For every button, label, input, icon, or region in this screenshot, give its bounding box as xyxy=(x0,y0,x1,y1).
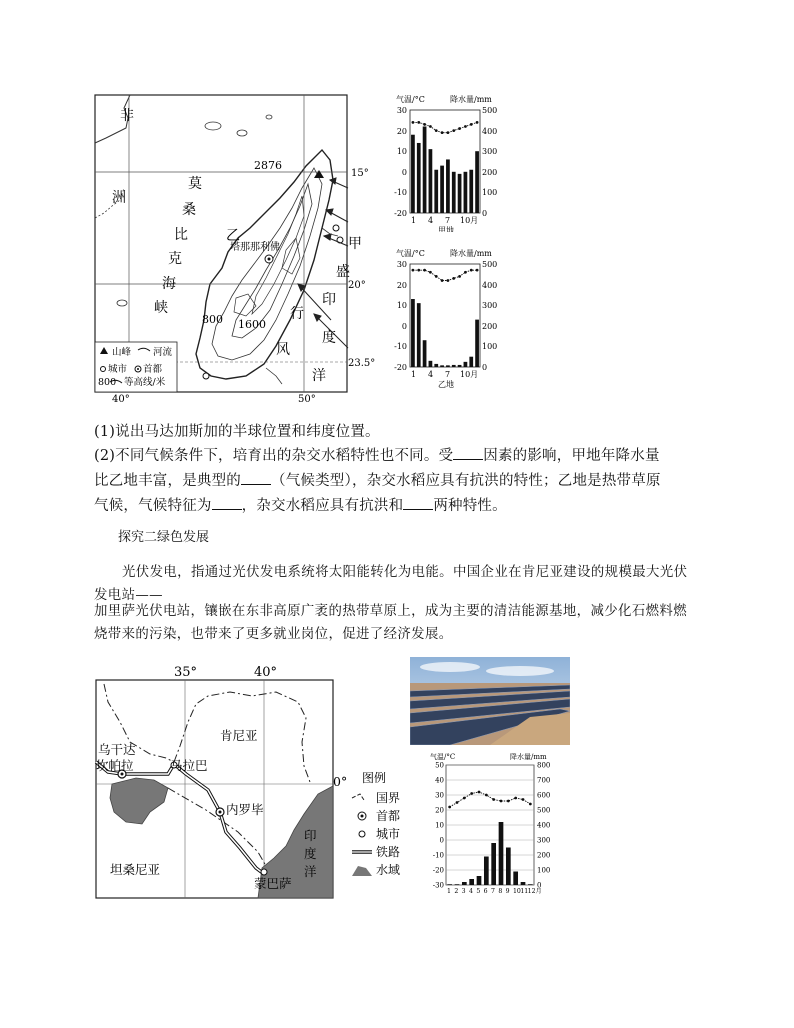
precip-bar xyxy=(417,143,421,213)
climate-chart-jia xyxy=(392,92,502,232)
x-tick: 5 xyxy=(476,888,481,895)
svg-text:印: 印 xyxy=(322,292,336,308)
precip-tick: 400 xyxy=(537,821,551,830)
svg-text:桑: 桑 xyxy=(182,202,196,218)
svg-text:40°: 40° xyxy=(112,394,130,405)
svg-text:行: 行 xyxy=(290,306,304,322)
svg-text:马拉巴: 马拉巴 xyxy=(170,758,208,773)
precip-tick: 500 xyxy=(537,806,551,815)
svg-text:200: 200 xyxy=(482,322,498,331)
svg-text:0: 0 xyxy=(482,209,488,218)
temp-line xyxy=(413,122,477,132)
svg-text:峡: 峡 xyxy=(154,300,168,316)
svg-text:河流: 河流 xyxy=(153,347,173,358)
svg-text:洋: 洋 xyxy=(304,864,317,879)
precip-bar xyxy=(477,876,482,885)
svg-text:200: 200 xyxy=(482,168,498,177)
precip-bar xyxy=(446,159,450,213)
temp-tick: -10 xyxy=(432,851,444,860)
svg-text:400: 400 xyxy=(482,127,498,136)
precip-bar xyxy=(434,170,438,213)
svg-text:10月: 10月 xyxy=(460,216,479,225)
svg-text:气温/°C: 气温/°C xyxy=(396,95,425,104)
precip-bar xyxy=(429,149,433,213)
svg-text:-20: -20 xyxy=(394,363,407,372)
solar-farm-photo xyxy=(410,657,570,745)
svg-text:15°: 15° xyxy=(351,168,369,179)
svg-text:降水量/mm: 降水量/mm xyxy=(510,753,547,761)
svg-text:800: 800 xyxy=(202,313,223,326)
svg-text:度: 度 xyxy=(322,330,336,346)
legend-peak: 山峰 xyxy=(112,347,132,358)
temp-tick: 0 xyxy=(439,836,444,845)
question-1: (1)说出马达加斯加的半球位置和纬度位置。 xyxy=(94,424,380,440)
precip-tick: 300 xyxy=(537,836,551,845)
svg-text:0°: 0° xyxy=(333,774,348,789)
precip-bar xyxy=(423,340,427,367)
svg-text:0: 0 xyxy=(401,168,407,177)
svg-text:塔那那利佛: 塔那那利佛 xyxy=(230,242,280,253)
svg-text:20: 20 xyxy=(396,127,407,136)
svg-text:城市: 城市 xyxy=(108,364,128,375)
precip-bar xyxy=(491,843,496,885)
x-tick: 7 xyxy=(491,888,495,895)
svg-text:度: 度 xyxy=(304,846,317,861)
svg-text:100: 100 xyxy=(482,342,498,351)
svg-text:降水量/mm: 降水量/mm xyxy=(450,249,492,258)
svg-text:300: 300 xyxy=(482,301,498,310)
x-tick: 3 xyxy=(461,888,466,895)
precip-bar xyxy=(440,166,444,213)
svg-text:风: 风 xyxy=(276,342,290,358)
svg-text:非: 非 xyxy=(120,108,134,124)
precip-tick: 600 xyxy=(537,791,551,800)
x-tick: 1 xyxy=(447,888,451,895)
precip-bar xyxy=(423,126,427,213)
svg-text:克: 克 xyxy=(168,251,182,267)
svg-text:国界: 国界 xyxy=(376,791,401,805)
question-2: (2)不同气候条件下，培育出的杂交水稻特性也不同。受 因素的影响，甲地年降水量 比乙地丰富，是典型的 （气候类型），杂交水稻应具有抗洪的特性；乙地是热带草原 气候，气候特征为 ，杂交水稻应具有抗洪和 两种特性。 xyxy=(94,444,714,519)
svg-text:盛: 盛 xyxy=(336,264,350,280)
x-tick: 12月 xyxy=(527,888,542,895)
madagascar-map xyxy=(86,88,386,408)
svg-text:7: 7 xyxy=(445,216,451,225)
answer-blank[interactable] xyxy=(241,470,271,485)
x-tick: 9 xyxy=(505,888,510,895)
svg-text:1: 1 xyxy=(411,216,417,225)
temp-tick: -30 xyxy=(432,881,444,890)
svg-text:蒙巴萨: 蒙巴萨 xyxy=(254,876,292,891)
svg-text:海: 海 xyxy=(162,276,176,292)
svg-text:内罗毕: 内罗毕 xyxy=(226,802,264,817)
svg-text:35°: 35° xyxy=(174,665,198,680)
svg-text:7: 7 xyxy=(445,370,451,379)
svg-text:水域: 水域 xyxy=(376,863,401,877)
kenya-map xyxy=(90,662,420,902)
precip-bar xyxy=(475,320,479,367)
svg-text:坦桑尼亚: 坦桑尼亚 xyxy=(110,862,161,877)
svg-text:30: 30 xyxy=(396,260,407,269)
svg-text:莫: 莫 xyxy=(188,176,202,192)
svg-text:洋: 洋 xyxy=(312,368,326,384)
svg-text:30: 30 xyxy=(396,106,407,115)
svg-text:洲: 洲 xyxy=(112,190,126,206)
temp-tick: 40 xyxy=(435,776,444,785)
svg-text:800: 800 xyxy=(98,377,117,388)
x-tick: 6 xyxy=(483,888,488,895)
svg-text:300: 300 xyxy=(482,147,498,156)
precip-bar xyxy=(469,170,473,213)
precip-bar xyxy=(417,303,421,367)
temp-point xyxy=(529,803,532,806)
precip-bar xyxy=(499,822,504,885)
precip-bar xyxy=(469,357,473,367)
svg-text:-10: -10 xyxy=(394,342,407,351)
svg-text:500: 500 xyxy=(482,106,498,115)
precip-bar xyxy=(452,365,456,367)
svg-text:10月: 10月 xyxy=(460,370,479,379)
svg-text:气温/°C: 气温/°C xyxy=(396,249,425,258)
svg-text:甲: 甲 xyxy=(348,236,362,252)
precip-bar xyxy=(440,365,444,367)
temp-tick: 50 xyxy=(435,761,444,770)
temp-tick: 30 xyxy=(435,791,444,800)
svg-text:1600: 1600 xyxy=(238,318,266,331)
svg-text:乙: 乙 xyxy=(226,228,240,244)
precip-bar xyxy=(458,174,462,213)
precip-tick: 800 xyxy=(537,761,551,770)
precip-bar xyxy=(429,361,433,367)
section-paragraph-1: 光伏发电，指通过光伏发电系统将太阳能转化为电能。中国企业在肯尼亚建设的规模最大光伏发电站—— xyxy=(94,565,688,603)
precip-bar xyxy=(458,365,462,367)
precip-bar xyxy=(506,848,511,886)
precip-bar xyxy=(513,872,518,886)
precip-bar xyxy=(446,365,450,367)
precip-bar xyxy=(411,299,415,367)
section-title: 探究二绿色发展 xyxy=(118,530,210,545)
svg-text:4: 4 xyxy=(428,216,434,225)
precip-tick: 200 xyxy=(537,851,551,860)
precip-bar xyxy=(455,884,460,885)
x-tick: 8 xyxy=(498,888,503,895)
answer-blank[interactable] xyxy=(453,445,483,460)
svg-text:4: 4 xyxy=(428,370,434,379)
svg-text:首都: 首都 xyxy=(143,364,163,375)
svg-text:0: 0 xyxy=(401,322,407,331)
svg-text:500: 500 xyxy=(482,260,498,269)
section-paragraph-2: 加里萨光伏电站，镶嵌在东非高原广袤的热带草原上，成为主要的清洁能源基地，减少化石燃料燃烧带来的污染，也带来了更多就业岗位，促进了经济发展。 xyxy=(94,604,687,642)
precip-bar xyxy=(452,172,456,213)
svg-text:铁路: 铁路 xyxy=(376,845,401,859)
svg-text:1: 1 xyxy=(411,370,417,379)
svg-text:50°: 50° xyxy=(298,394,316,405)
svg-text:-20: -20 xyxy=(394,209,407,218)
svg-text:2876: 2876 xyxy=(254,159,282,172)
precip-bar xyxy=(464,362,468,367)
x-tick: 4 xyxy=(469,888,473,895)
x-tick: 10 xyxy=(513,888,521,895)
precip-bar xyxy=(411,135,415,213)
svg-text:印: 印 xyxy=(304,828,317,843)
temp-line xyxy=(413,270,477,280)
svg-text:乙地: 乙地 xyxy=(438,380,454,389)
precip-bar xyxy=(475,151,479,213)
x-tick: 2 xyxy=(454,888,459,895)
svg-text:气温/°C: 气温/°C xyxy=(430,753,456,761)
temp-line xyxy=(450,792,531,807)
svg-text:肯尼亚: 肯尼亚 xyxy=(220,728,258,743)
svg-text:乌干达: 乌干达 xyxy=(98,742,136,757)
precip-bar xyxy=(462,882,467,885)
precip-bar xyxy=(521,882,526,885)
precip-tick: 700 xyxy=(537,776,551,785)
answer-blank[interactable] xyxy=(403,495,433,510)
svg-text:20: 20 xyxy=(396,281,407,290)
svg-text:40°: 40° xyxy=(254,665,278,680)
svg-text:10: 10 xyxy=(396,301,407,310)
precip-bar xyxy=(464,172,468,213)
svg-text:甲地: 甲地 xyxy=(438,226,454,232)
precip-bar xyxy=(434,364,438,367)
precip-bar xyxy=(484,857,489,886)
svg-text:10: 10 xyxy=(396,147,407,156)
svg-text:23.5°: 23.5° xyxy=(348,358,376,369)
svg-text:首都: 首都 xyxy=(376,809,401,823)
temp-tick: -20 xyxy=(432,866,444,875)
x-tick: 11 xyxy=(520,888,529,895)
svg-text:400: 400 xyxy=(482,281,498,290)
svg-text:降水量/mm: 降水量/mm xyxy=(450,95,492,104)
svg-text:等高线/米: 等高线/米 xyxy=(124,377,166,388)
temp-tick: 20 xyxy=(435,806,444,815)
precip-tick: 0 xyxy=(537,881,542,890)
svg-text:0: 0 xyxy=(482,363,488,372)
svg-text:100: 100 xyxy=(482,188,498,197)
svg-text:图例: 图例 xyxy=(362,771,387,785)
climate-chart-kenya xyxy=(428,751,556,901)
climate-chart-yi xyxy=(392,246,502,390)
precip-tick: 100 xyxy=(537,866,551,875)
precip-bar xyxy=(447,884,452,885)
svg-text:-10: -10 xyxy=(394,188,407,197)
svg-text:坎帕拉: 坎帕拉 xyxy=(96,758,134,773)
answer-blank[interactable] xyxy=(212,495,242,510)
precip-bar xyxy=(528,884,533,885)
precip-bar xyxy=(469,879,474,885)
svg-text:比: 比 xyxy=(174,227,188,243)
svg-text:20°: 20° xyxy=(348,280,366,291)
temp-tick: 10 xyxy=(435,821,444,830)
svg-text:城市: 城市 xyxy=(376,827,401,841)
